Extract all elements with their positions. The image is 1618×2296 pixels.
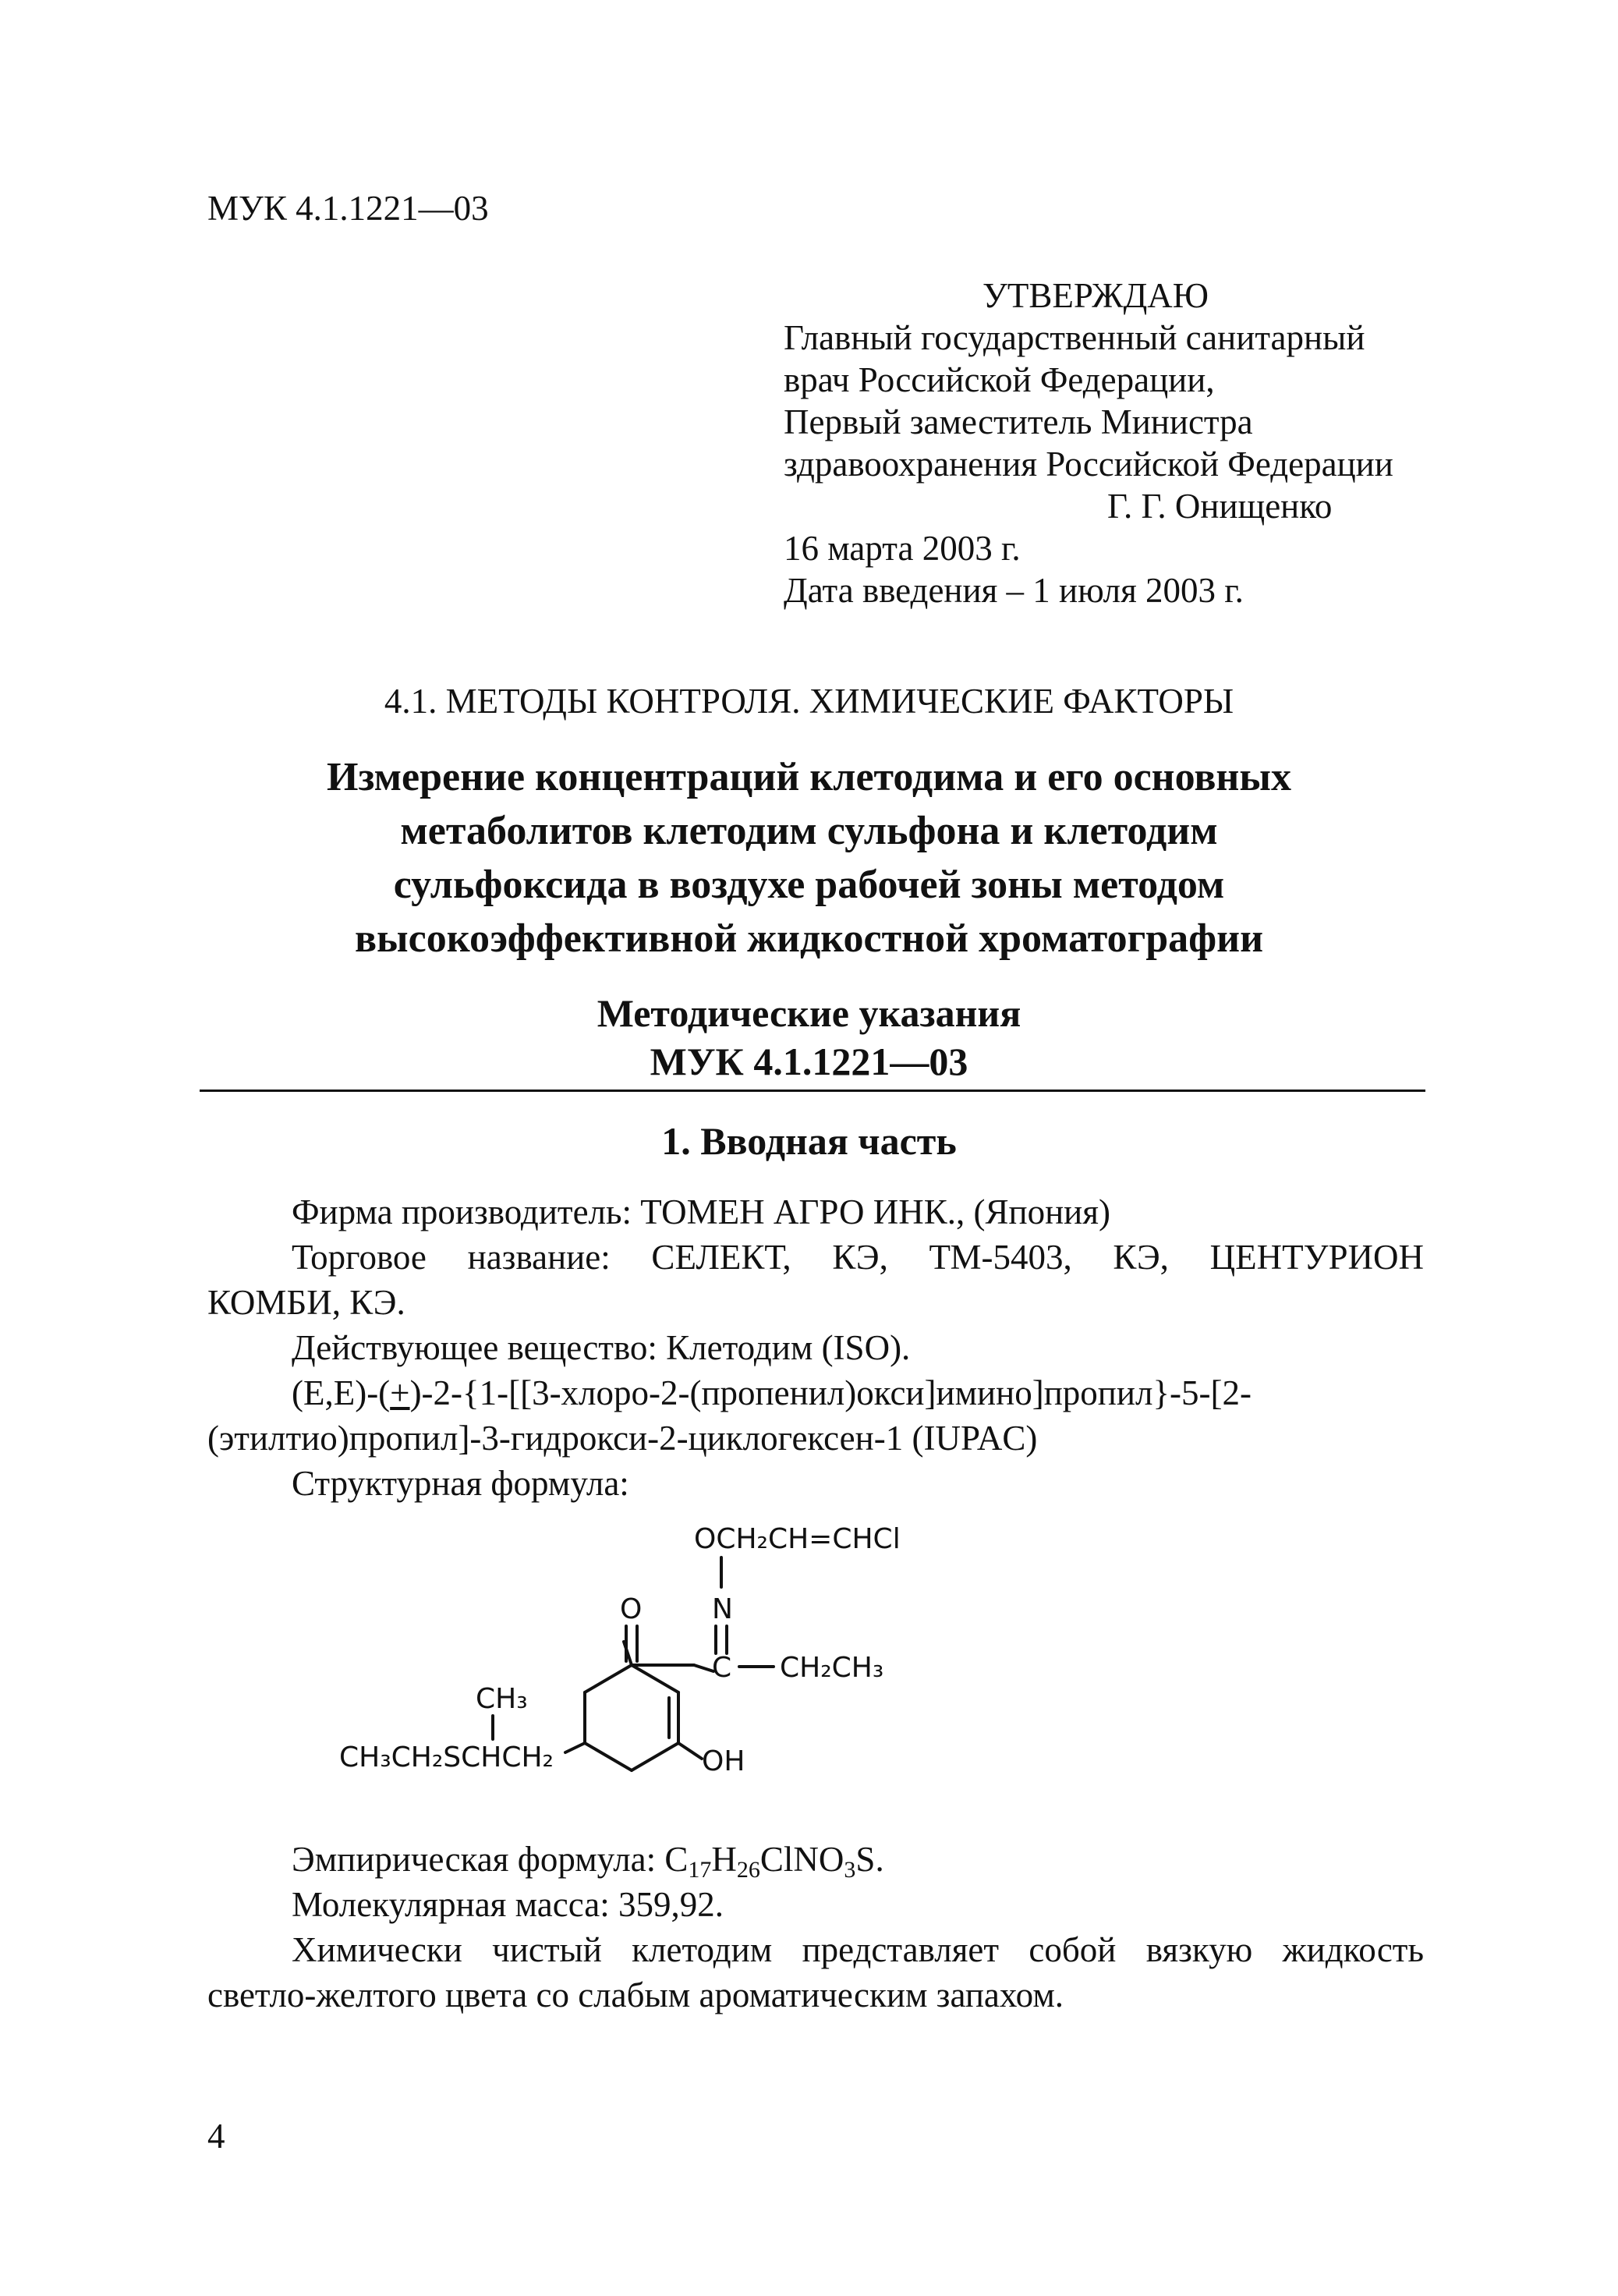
intro-block-top bbox=[207, 1189, 1424, 1506]
carbon-label: C bbox=[712, 1652, 732, 1684]
title-line: Измерение концентраций клетодима и его основных bbox=[327, 755, 1291, 799]
structural-formula-diagram bbox=[327, 1501, 1029, 1798]
description-line-cont: светло-желтого цвета со слабым ароматическим запахом. bbox=[207, 1975, 1064, 2014]
approval-signer: Г. Г. Онищенко bbox=[1107, 487, 1333, 526]
document-code-header: МУК 4.1.1221—03 bbox=[207, 189, 489, 228]
empirical-formula-label: Эмпирическая формула: bbox=[292, 1840, 665, 1879]
trade-name-line-cont: КОМБИ, КЭ. bbox=[207, 1283, 405, 1322]
effective-date: Дата введения – 1 июля 2003 г. bbox=[784, 571, 1244, 610]
active-substance-line: Действующее вещество: Клетодим (ISO). bbox=[292, 1328, 911, 1367]
nitrogen-label: N bbox=[712, 1593, 733, 1625]
iupac-line bbox=[207, 1370, 1424, 1416]
title-line: сульфоксида в воздухе рабочей зоны методом bbox=[393, 863, 1225, 907]
approval-line: здравоохранения Российской Федерации bbox=[784, 445, 1393, 484]
title-line: метаболитов клетодим сульфона и клетодим bbox=[400, 809, 1218, 853]
hydroxyl-label: OH bbox=[702, 1745, 745, 1777]
iupac-line-cont: (этилтио)пропил]-3-гидрокси-2-циклогексен-1 (IUPAC) bbox=[207, 1419, 1038, 1458]
description-line: Химически чистый клетодим представляет собой вязкую жидкость bbox=[292, 1930, 1424, 1969]
approval-line: врач Российской Федерации, bbox=[784, 360, 1215, 399]
document-subtitle bbox=[0, 989, 1618, 1086]
side-chain-label: CH₃CH₂SCHCH₂ bbox=[339, 1741, 554, 1773]
iupac-prefix: (Е,Е)-( bbox=[292, 1373, 391, 1412]
subtitle-line: Методические указания bbox=[597, 991, 1021, 1035]
plus-minus-sign: + bbox=[390, 1373, 410, 1412]
horizontal-rule bbox=[200, 1090, 1425, 1092]
top-substituent-label: OCH₂CH=CHCl bbox=[694, 1523, 901, 1555]
empirical-formula: $C_{17}H_{26}ClNO_3S$. bbox=[664, 1840, 884, 1883]
ketone-oxygen-label: O bbox=[620, 1593, 643, 1625]
intro-block-bottom bbox=[207, 1837, 1424, 2018]
title-line: высокоэффективной жидкостной хроматографии bbox=[354, 916, 1264, 961]
iupac-rest: )-2-{1-[[3-хлоро-2-(пропенил)окси]имино]пропил}-5-[2- bbox=[409, 1373, 1252, 1412]
approval-line: Первый заместитель Министра bbox=[784, 402, 1253, 441]
ethyl-group-label: CH₂CH₃ bbox=[780, 1652, 884, 1684]
section-header: 4.1. МЕТОДЫ КОНТРОЛЯ. ХИМИЧЕСКИЕ ФАКТОРЫ bbox=[384, 682, 1234, 721]
approval-block bbox=[784, 275, 1485, 611]
section-title: 1. Вводная часть bbox=[661, 1119, 957, 1163]
approval-line: Главный государственный санитарный bbox=[784, 318, 1365, 357]
page-number: 4 bbox=[207, 2117, 225, 2156]
approval-date: 16 марта 2003 г. bbox=[784, 529, 1021, 568]
document-title bbox=[0, 750, 1618, 966]
manufacturer-line: Фирма производитель: ТОМЕН АГРО ИНК., (Япония) bbox=[292, 1192, 1110, 1231]
subtitle-line: МУК 4.1.1221—03 bbox=[650, 1040, 968, 1083]
methyl-branch-label: CH₃ bbox=[476, 1683, 528, 1715]
approval-title: УТВЕРЖДАЮ bbox=[982, 276, 1209, 315]
empirical-formula-line bbox=[207, 1837, 1424, 1882]
structural-formula-label: Структурная формула: bbox=[292, 1464, 629, 1503]
trade-name-line: Торговое название: СЕЛЕКТ, КЭ, ТМ-5403, КЭ, ЦЕНТУРИОН bbox=[292, 1238, 1424, 1277]
molecular-mass-line: Молекулярная масса: 359,92. bbox=[292, 1885, 724, 1924]
